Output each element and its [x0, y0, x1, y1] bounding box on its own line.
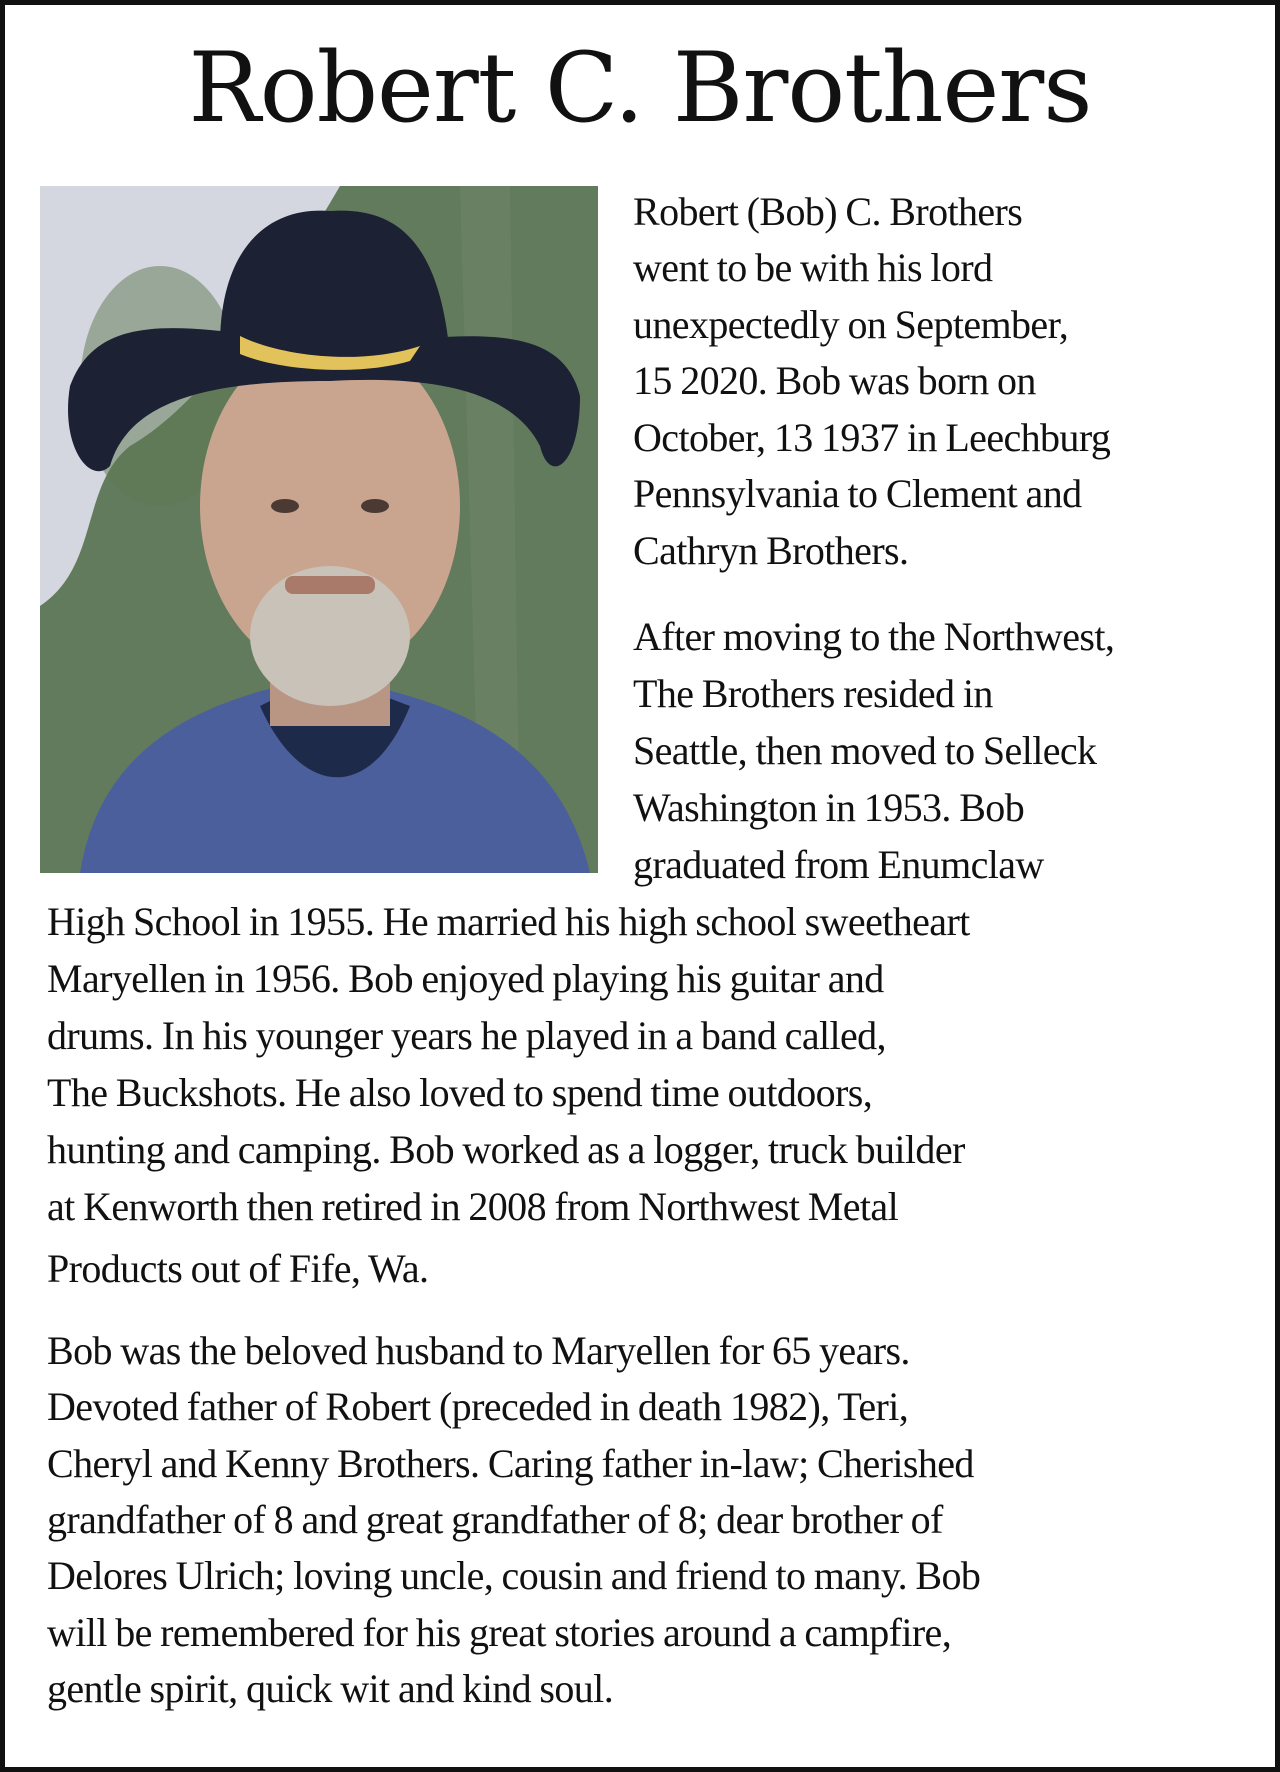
- text-line: hunting and camping. Bob worked as a logger, truck builder: [47, 1127, 965, 1172]
- text-line: The Buckshots. He also loved to spend time outdoors,: [47, 1070, 873, 1115]
- text-line: The Brothers resided in: [633, 671, 993, 716]
- text-line: graduated from Enumclaw: [633, 842, 1044, 887]
- text-line: went to be with his lord: [633, 245, 993, 290]
- text-line: Devoted father of Robert (preceded in death 1982), Teri,: [47, 1384, 909, 1429]
- text-line: grandfather of 8 and great grandfather of 8; dear brother of: [47, 1497, 943, 1542]
- obituary-title: Robert C. Brothers: [188, 32, 1092, 144]
- text-line: will be remembered for his great stories around a campfire,: [47, 1610, 952, 1655]
- text-line: High School in 1955. He married his high school sweetheart: [47, 899, 970, 944]
- text-line: Washington in 1953. Bob: [633, 785, 1025, 830]
- portrait-image: [40, 186, 598, 873]
- text-line: Delores Ulrich; loving uncle, cousin and friend to many. Bob: [47, 1553, 981, 1598]
- text-line: Pennsylvania to Clement and: [633, 471, 1082, 516]
- text-line: gentle spirit, quick wit and kind soul.: [47, 1666, 614, 1711]
- text-line: drums. In his younger years he played in a band called,: [47, 1013, 886, 1058]
- text-line: After moving to the Northwest,: [633, 614, 1115, 659]
- text-line: Cathryn Brothers.: [633, 528, 909, 573]
- text-line: Robert (Bob) C. Brothers: [633, 189, 1023, 234]
- text-line: at Kenworth then retired in 2008 from Northwest Metal: [47, 1184, 899, 1229]
- text-line: Bob was the beloved husband to Maryellen for 65 years.: [47, 1328, 910, 1373]
- text-line: Seattle, then moved to Selleck: [633, 728, 1097, 773]
- text-line: unexpectedly on September,: [633, 302, 1069, 347]
- text-line: Maryellen in 1956. Bob enjoyed playing his guitar and: [47, 956, 884, 1001]
- text-line: Cheryl and Kenny Brothers. Caring father in-law; Cherished: [47, 1441, 974, 1486]
- text-line: Products out of Fife, Wa.: [47, 1246, 429, 1291]
- text-line: October, 13 1937 in Leechburg: [633, 415, 1111, 460]
- text-line: 15 2020. Bob was born on: [633, 358, 1036, 403]
- portrait-photo: [40, 186, 598, 873]
